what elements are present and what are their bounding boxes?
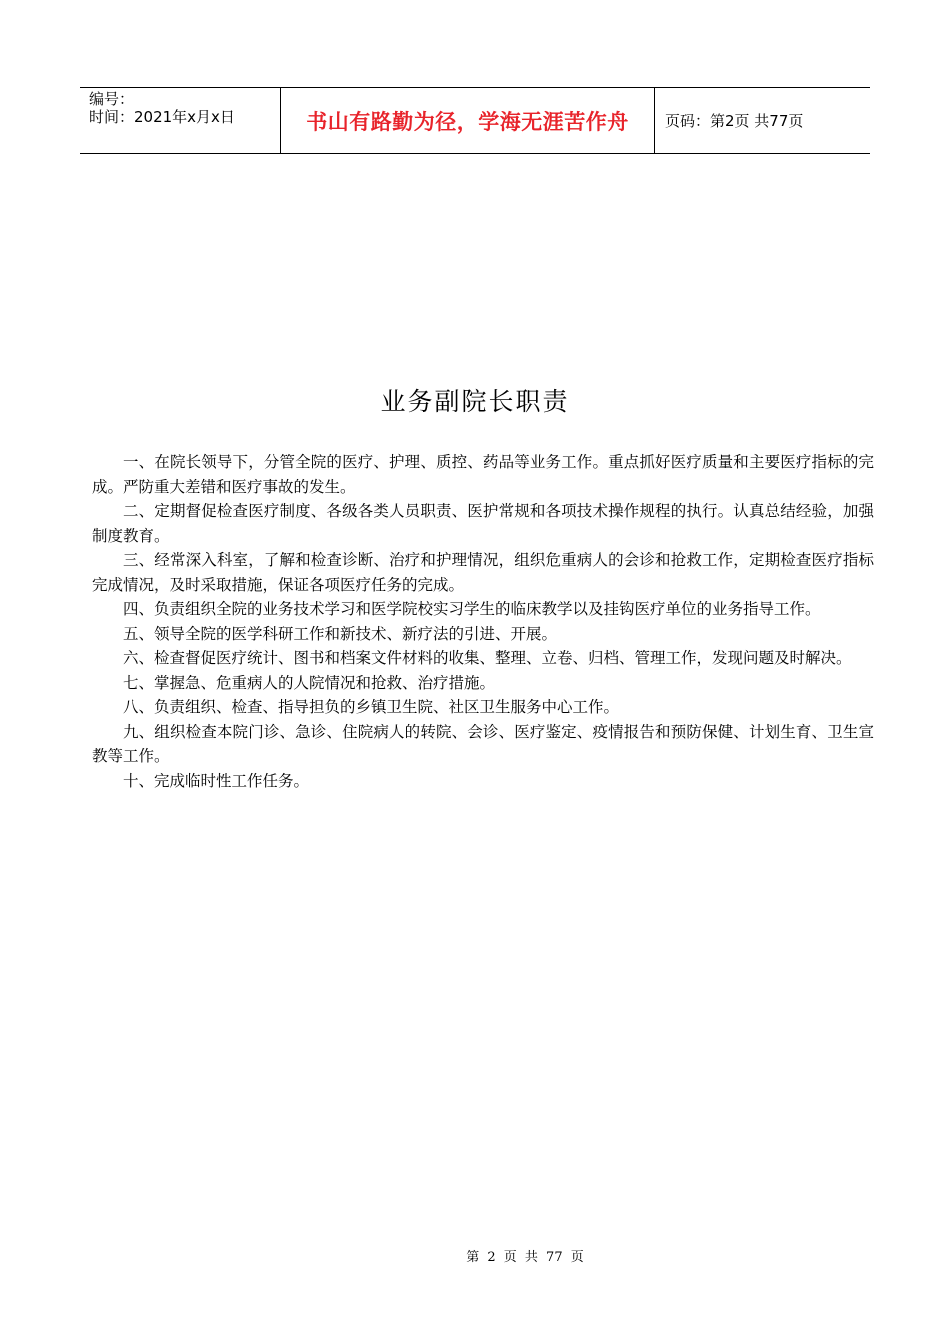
paragraph-3: 三、经常深入科室，了解和检查诊断、治疗和护理情况，组织危重病人的会诊和抢救工作，定期检查医疗指标完成情况，及时采取措施，保证各项医疗任务的完成。	[92, 551, 874, 594]
header-meta-cell	[80, 88, 281, 153]
paragraph-6: 六、检查督促医疗统计、图书和档案文件材料的收集、整理、立卷、归档、管理工作，发现问题及时解决。	[123, 649, 852, 667]
header-table	[80, 87, 870, 154]
document-title: 业务副院长职责	[380, 387, 570, 416]
footer-page-number: 第 2 页 共 77 页	[466, 1250, 584, 1265]
paragraph-10: 十、完成临时性工作任务。	[123, 771, 310, 790]
paragraph-4: 四、负责组织全院的业务技术学习和医学院校实习学生的临床教学以及挂钩医疗单位的业务指导工作。	[123, 600, 821, 618]
document-body	[92, 450, 874, 793]
document-number-label: 编号：	[89, 90, 135, 108]
header-page-number: 页码：第2页 共77页	[665, 112, 804, 130]
paragraph-8: 八、负责组织、检查、指导担负的乡镇卫生院、社区卫生服务中心工作。	[123, 698, 620, 716]
header-page-cell	[655, 88, 870, 153]
paragraph-2: 二、定期督促检查医疗制度、各级各类人员职责、医护常规和各项技术操作规程的执行。认真总结经验，加强制度教育。	[92, 502, 874, 545]
header-motto-cell	[281, 88, 655, 153]
paragraph-9: 九、组织检查本院门诊、急诊、住院病人的转院、会诊、医疗鉴定、疫情报告和预防保健、计划生育、卫生宣教等工作。	[92, 722, 874, 765]
header-motto: 书山有路勤为径，学海无涯苦作舟	[306, 109, 629, 134]
document-time-label: 时间：2021年x月x日	[89, 108, 235, 126]
paragraph-7: 七、掌握急、危重病人的人院情况和抢救、治疗措施。	[123, 673, 496, 692]
paragraph-1: 一、在院长领导下，分管全院的医疗、护理、质控、药品等业务工作。重点抓好医疗质量和主要医疗指标的完成。严防重大差错和医疗事故的发生。	[92, 453, 874, 496]
paragraph-5: 五、领导全院的医学科研工作和新技术、新疗法的引进、开展。	[123, 624, 558, 643]
